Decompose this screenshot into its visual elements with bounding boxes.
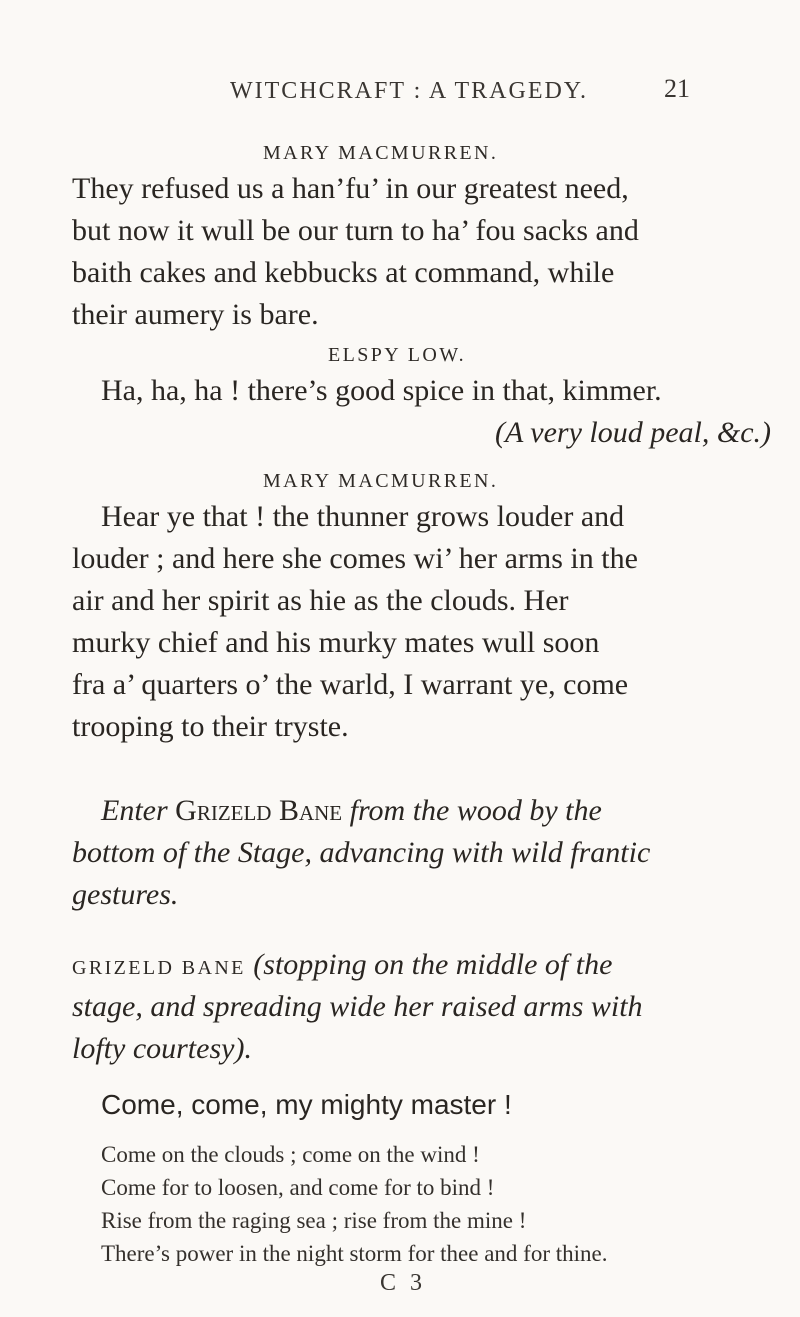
grizeld-speaker-line bbox=[72, 944, 612, 989]
stage-direction: (A very loud peal, &c.) bbox=[495, 416, 772, 449]
stage-direction-entrance bbox=[101, 790, 602, 832]
verse-line: Come on the clouds ; come on the wind ! bbox=[101, 1142, 480, 1167]
stage-direction-line: gestures. bbox=[72, 878, 179, 911]
dialogue-line: but now it wull be our turn to ha’ fou sacks and bbox=[72, 214, 639, 247]
signature-mark: C 3 bbox=[380, 1270, 427, 1296]
dialogue-line: fra a’ quarters o’ the warld, I warrant ye, come bbox=[72, 668, 629, 701]
dialogue-line: They refused us a han’fu’ in our greatest need, bbox=[72, 172, 629, 205]
enter-word: Enter bbox=[101, 794, 168, 827]
page-number: 21 bbox=[664, 74, 690, 103]
speaker-grizeld-bane: GRIZELD BANE bbox=[72, 957, 246, 979]
dialogue-line: Ha, ha, ha ! there’s good spice in that, kimmer. bbox=[101, 374, 662, 407]
dialogue-line: their aumery is bare. bbox=[72, 298, 319, 331]
dialogue-line: Hear ye that ! the thunner grows louder and bbox=[101, 500, 625, 533]
speaker-mary-macmurren: MARY MACMURREN. bbox=[263, 142, 499, 164]
speaker-elspy-low: ELSPY LOW. bbox=[328, 344, 467, 366]
dialogue-line: air and her spirit as hie as the clouds. Her bbox=[72, 584, 569, 617]
dialogue-line: baith cakes and kebbucks at command, while bbox=[72, 256, 615, 289]
stage-direction-line: stage, and spreading wide her raised arms with bbox=[72, 990, 643, 1023]
stage-direction-line: lofty courtesy). bbox=[72, 1032, 252, 1065]
verse-line: Come for to loosen, and come for to bind ! bbox=[101, 1175, 495, 1200]
speech-line: Come, come, my mighty master ! bbox=[101, 1089, 512, 1120]
dialogue-line: louder ; and here she comes wi’ her arms in the bbox=[72, 542, 638, 575]
dialogue-line: murky chief and his murky mates wull soon bbox=[72, 626, 600, 659]
stage-direction-line: bottom of the Stage, advancing with wild frantic bbox=[72, 836, 651, 869]
entrance-text: from the wood by the bbox=[349, 794, 602, 827]
running-head: WITCHCRAFT : A TRAGEDY. bbox=[230, 78, 589, 104]
dialogue-line: trooping to their tryste. bbox=[72, 710, 349, 743]
verse-line: Rise from the raging sea ; rise from the mine ! bbox=[101, 1208, 527, 1233]
verse-line: There’s power in the night storm for thee and for thine. bbox=[101, 1241, 608, 1266]
speaker-mary-macmurren: MARY MACMURREN. bbox=[263, 470, 499, 492]
character-name: Grizeld Bane bbox=[175, 794, 343, 827]
stage-direction: (stopping on the middle of the bbox=[253, 948, 613, 981]
